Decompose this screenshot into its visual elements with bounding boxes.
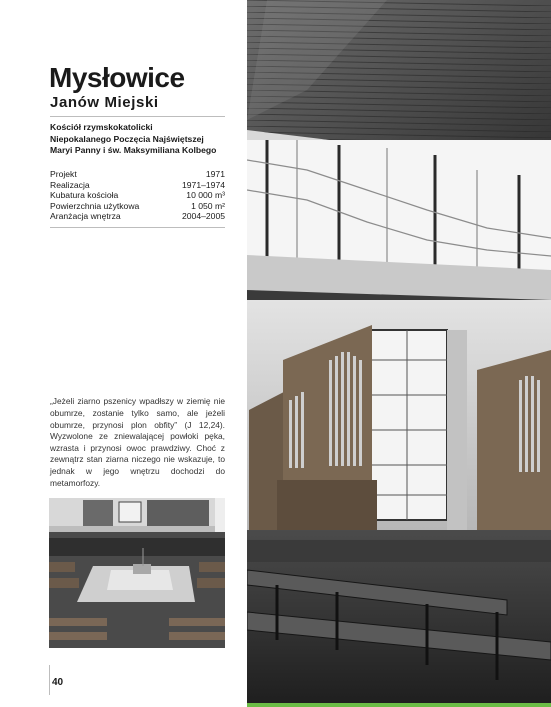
page-title: Mysłowice (49, 62, 185, 93)
page-number: 40 (52, 677, 64, 688)
fact-label: Powierzchnia użytkowa (50, 200, 140, 211)
page-number-rule (49, 665, 50, 695)
fact-value: 2004–2005 (181, 211, 225, 221)
dedication-line: Maryi Panny i św. Maksymiliana Kolbego (50, 145, 217, 155)
fact-value: 1 050 m² (191, 200, 225, 211)
facts-table (50, 169, 225, 222)
text-column (0, 0, 247, 707)
quote-paragraph: „Jeżeli ziarno pszenicy wpadłszy w ziemię nie obumrze, zostanie tylko samo, ale jeżeli obumrze, przynosi plon obfity” (J 12,24). Wyzwolone ze zniewalającej powłoki pęka, wzrasta i przynosi owoc prawdziwy. Choć z zewnątrz stan ziarna niczego nie wskazuje, to jednak w jego wnętrzu dochodzi do metamorfozy. (50, 396, 225, 488)
page-subtitle: Janów Miejski (50, 94, 159, 111)
dedication-line: Niepokalanego Poczęcia Najświętszej (50, 133, 204, 144)
fact-label: Aranżacja wnętrza (50, 211, 121, 221)
fact-row (50, 190, 225, 201)
fact-value: 1971–1974 (181, 179, 225, 190)
fact-row (50, 180, 225, 191)
organ-interior-photo (247, 0, 551, 707)
fact-value: 10 000 m³ (186, 190, 225, 200)
fact-label: Realizacja (50, 179, 90, 190)
fact-row (50, 201, 225, 212)
church-dedication (50, 122, 230, 157)
accent-bar (247, 703, 551, 707)
facts-divider (50, 227, 225, 228)
fact-row (50, 211, 225, 222)
fact-row (50, 169, 225, 180)
fact-value: 1971 (205, 169, 225, 179)
fact-label: Projekt (50, 169, 77, 179)
title-divider (50, 116, 225, 117)
dedication-line: Kościół rzymskokatolicki (50, 122, 153, 132)
fact-label: Kubatura kościoła (50, 190, 119, 200)
interior-thumbnail-photo (49, 498, 225, 648)
